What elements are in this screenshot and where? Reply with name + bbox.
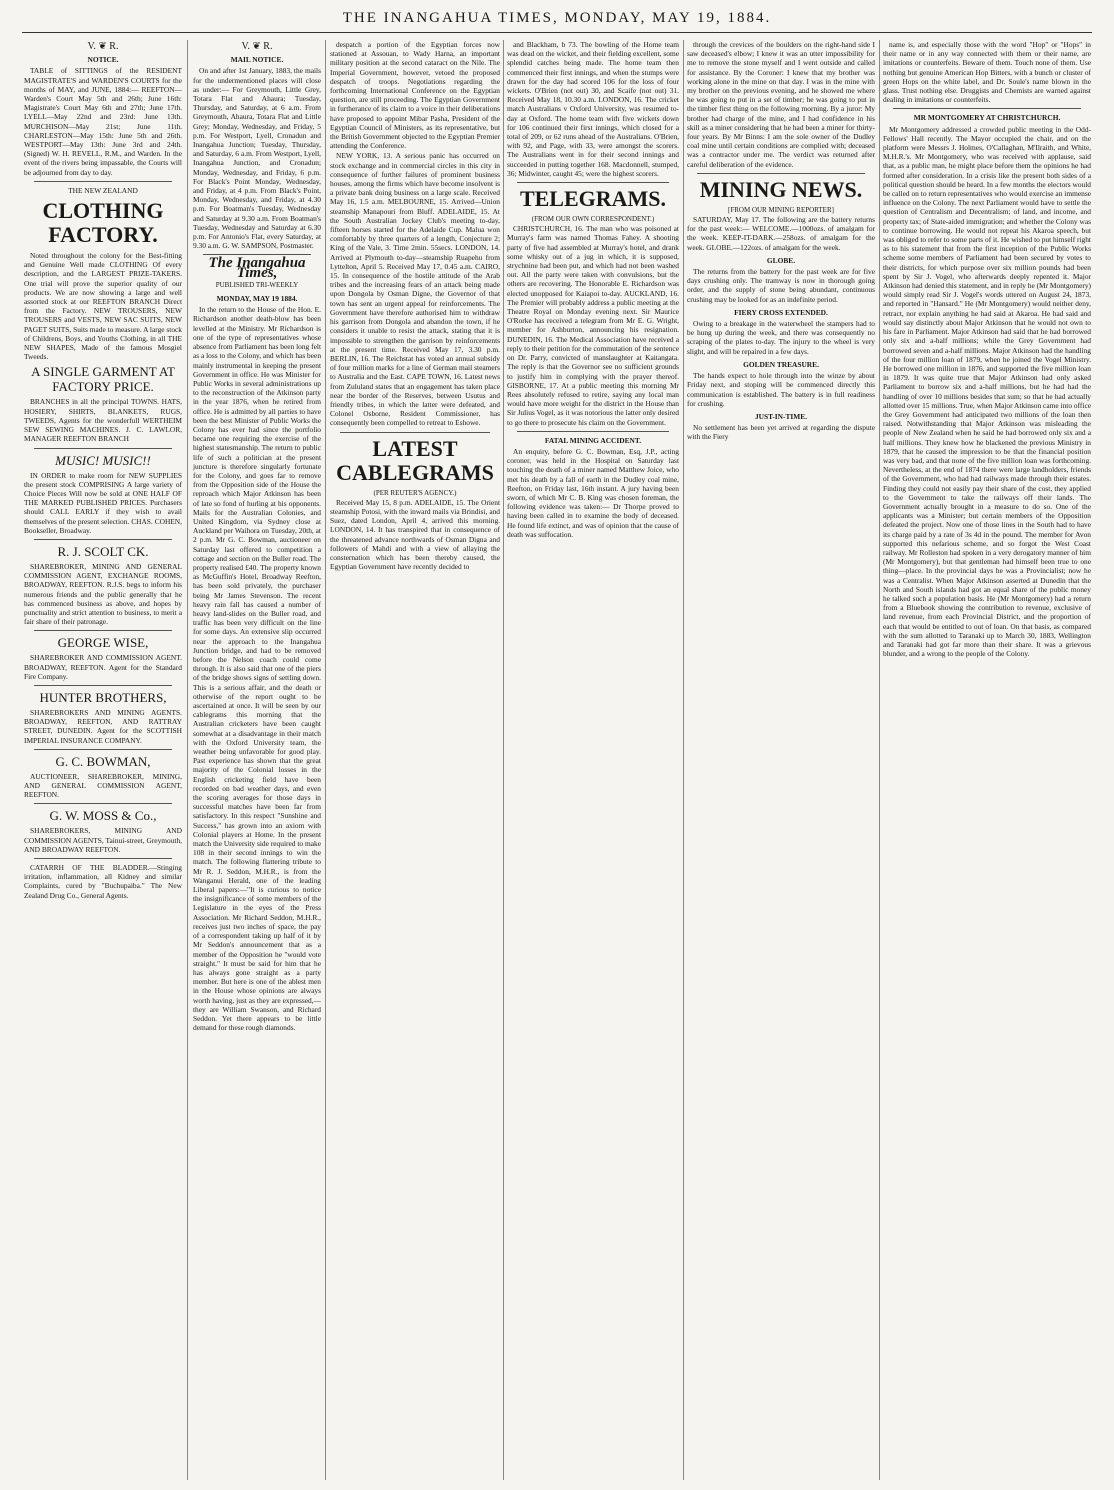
- separator: [34, 630, 172, 631]
- column-divider: [879, 40, 880, 1480]
- bowman-ad: AUCTIONEER, SHAREBROKER, MINING, AND GENERAL COMMISSION AGENT, REEFTON.: [24, 771, 182, 800]
- separator: [517, 182, 669, 183]
- column-1: [24, 40, 182, 1480]
- mail-notice: On and after 1st January, 1883, the mails for the undermentioned places will close as under:— For Greymouth, Little Grey, Totara Flat and Ahaura; Tuesday, Thursday, and Saturday, at 6 a.m. From Greymouth, Ahaura, Totara Flat and Little Grey; Monday, Wednesday, and Friday, 5 p.m. For Westport, Lyell, Cronadun and Inangahua Junction; Tuesday, Thursday, and Saturday, 6 a.m. From Westport, Lyell, Inangahua Junction, and Cronadun; Monday, Wednesday, and Friday, 6 p.m. For Black's Point Monday, Wednesday, and Friday, at 4 p.m. From Black's Point, Monday, Wednesday, and Friday, at 4.30 p.m. For Boatman's Tuesday, Wednesday and Saturday at 9.30 a.m. From Boatman's Tuesday, Wednesday and Saturday at 6.30 p.m. For Antonio's Flat, every Saturday, at 9.30 a.m. G. W. SAMPSON, Postmaster.: [193, 66, 321, 251]
- nameplate: The Inangahua Times,: [208, 255, 306, 281]
- hunter-ad: SHAREBROKERS AND MINING AGENTS. BROADWAY, REEFTON, AND RATTRAY STREET, DUNEDIN. Agent for the SCOTTISH IMPERIAL INSURANCE COMPANY.: [24, 707, 182, 745]
- golden-treasure-title: GOLDEN TREASURE.: [743, 359, 819, 369]
- column-2: [193, 40, 321, 1480]
- golden-treasure-text: The hands expect to hole through into the winze by about Friday next, and stoping will be commenced directly this communication is established. The battery is in full readiness for crushing.: [687, 371, 875, 408]
- scott-ad: SHAREBROKER, MINING AND GENERAL COMMISSION AGENT, EXCHANGE ROOMS, BROADWAY, REEFTON. R.J.S. begs to inform his numerous friends and the public generally that he has commenced business as above, and hopes by punctuality and strict attention to business, to merit a fair share of their patronage.: [24, 561, 182, 627]
- separator: [697, 173, 865, 174]
- column-divider: [683, 40, 684, 1480]
- column-divider: [503, 40, 504, 1480]
- royal-crest-icon: V. ❦ R.: [241, 41, 273, 52]
- royal-crest-icon: V. ❦ R.: [87, 41, 119, 52]
- column-divider: [325, 40, 326, 1480]
- clothing-ad: Noted throughout the colony for the Best-fitting and Genuine Well made CLOTHING Of every description, and the LARGEST PRIZE-TAKERS. One trial will prove the superior quality of our products. We are now showing a large and well assorted stock at our REEFTON BRANCH Direct from the Factory. NEW TROUSERS, NEW TROUSERS and VESTS, NEW SAC SUITS, NEW PAGET SUITS, Suits made to measure. A large stock of Childrens, Boys, and Youths Clothing, in all THE NEW SHAPES, Made of the famous Mosgiel Tweeds.: [24, 251, 182, 362]
- published-line: PUBLISHED TRI-WEEKLY: [215, 280, 299, 289]
- just-in-time-text: No settlement has been yet arrived at regarding the dispute with the Fiery: [687, 423, 875, 442]
- separator: [34, 181, 172, 182]
- moss-ad: SHAREBROKERS, MINING AND COMMISSION AGENTS, Tainui-street, Greymouth, AND BROADWAY REEFTON.: [24, 826, 182, 854]
- music-title: MUSIC! MUSIC!!: [55, 452, 151, 468]
- wise-ad: SHAREBROKER AND COMMISSION AGENT. BROADWAY, REEFTON. Agent for the Standard Fire Company.: [24, 653, 182, 681]
- scott-title: R. J. SCOLT CK.: [57, 543, 149, 559]
- single-garment: A SINGLE GARMENT AT FACTORY PRICE.: [31, 364, 175, 395]
- separator: [34, 685, 172, 686]
- wise-title: GEORGE WISE,: [57, 635, 149, 651]
- masthead-rule: [22, 32, 1092, 33]
- dateline: MONDAY, MAY 19 1884.: [216, 294, 298, 304]
- separator: [517, 431, 669, 432]
- editorial: In the return to the House of the Hon. E. Richardson another death-blow has been levelled at the Ministry. Mr Richardson is one of the type of representatives whose absence from Parliament has been long felt as a loss to the Colony, and which has been mainly instrumental in keeping the present Government in office. He was Minister for Public Works in several administrations up to the reconstruction of the Atkinson party in the year 1876, when he retired from office. He is admitted by all parties to have been the best Minister of Public Works the Colony has ever had since the portfolio became one requiring the exercise of the highest statesmanship. The return to public life of such a politician at the present juncture is therefore singularly fortunate for the Colony, and goes far to remove from the Opposition side of the House the reproach which Major Atkinson has been of late so fond of hurling at his opponents. Mails for the Australian Colonies, and United Kingdom, via Sydney close at Auckland per Waihora on Tuesday, 20th, at 2 p.m. Mr G. C. Bowman, auctioneer on Saturday last offered to competition a cottage and section on the Buller road. The property realised £40. The property known as McGuffin's Hotel, Broadway Reefton, has been sold privately, the purchaser being Mr James Stevenson. The recent heavy rain fall has caused a number of heavy land-slides on the Buller road, and traffic has been very difficult on the line for some days. An extensive slip occurred near the approach to the Inangahua Junction bridge, and had to be removed before the Nelson coach could come through. It is also said that one of the piers of the bridge shows signs of settling down. This is a serious affair, and the death or otherwise of the report ought to be ascertained at once. It will be seen by our cablegrams this morning that the Australian cricketers have been caught somewhat at a disadvantage in their match with the Oxford University team, the weather being unfavorable for good play. Past experience has shown that the great majority of the Colonial losses in the English cricketing field have been recorded on bad weather days, and even the scoring averages for those days in successful matches have been far from satisfactory. In this respect "Sunshine and Success," has grown into an axiom with Colonial players at Home. In the present match the University side required to make 108 in their second innings to win the match. The following flattering tribute to Mr R. J. Seddon, M.H.R., is from the Wanganui Herald, one of the leading Liberal papers:—"It is curious to notice the insignificance of some members of the Legislature in the eyes of the Press Association. Mr Richard Seddon, M.H.R., receives just two inches of space, the pay of a correspondent taking up half of it by Mr Seddon's announcement that as a member of the Opposition he "would vote straight." It must be said for him that he has always gone straight as a party member. But here is one of the ablest men in the House whose opinions are always worth having, just as they are expressed,—they are William Swanson, and Richard Seddon. Yet there appears to be little demand for these rough diamonds.: [193, 305, 321, 1033]
- hop-bitters-ad: name is, and especially those with the word "Hop" or "Hops" in their name or in any way connected with them or their name, are imitations or counterfeits. Beware of them. Touch none of them. Use nothing but genuine American Hop Bitters, with a bunch or cluster of green Hops on the white label, and Dr. Soule's name blown in the glass. Trust nothing else. Druggists and Chemists are warned against dealing in imitations or counterfeits.: [883, 40, 1091, 105]
- cable-news: NEW YORK, 13. A serious panic has occurred on stock exchange and in commercial circles in this city in consequence of further failures of prominent business houses, among the firms which have become insolvent is a private bank doing business on a large scale. Received May 16, 1.5 a.m. MELBOURNE, 15. Arrived—Union steamship Manapouri from Bluff. ADELAIDE, 15. At the South Australian Jockey Club's meeting to-day, fifteen horses started for the Adelaide Cup. Malua won comfortably by three quarters of a length, Conjecture 2; King of the Vale, 3. Time 2min. 55secs. LONDON, 14. Arrived at Plymouth to-day—steamship Ruapehu from Lyttelton, April 5. Received May 17, 0.45 a.m. CAIRO, 15. In consequence of the hostile attitude of the Arab tribes and the increasing fears of an attack being made upon Dongola by Osman Digne, the Governor of that town has sent an urgent appeal for reinforcements. The Government have therefore authorised him to withdraw his garrison from Dongola and abandon the town, if he considers it unable to resist the attack, stating that it is impossible to strengthen the garrison by reinforcements at the present time. Received May 17, 3.30 p.m. BERLIN, 16. The Reichstat has voted an annual subsidy of four million marks for a line of German mail steamers to Australia and the East. CAPE TOWN, 16. Latest news from Zululand states that an engagement has taken place near the border of the Reserves, between Usutus and friendly tribes, in which the latter were defeated, and Colonel Osborne, Resident Commissioner, has consequently been compelled to retreat to Eshowe.: [330, 151, 500, 428]
- notice-title: NOTICE.: [87, 55, 119, 65]
- just-in-time-title: JUST-IN-TIME.: [754, 411, 808, 421]
- fiery-cross-title: FIERY CROSS EXTENDED.: [734, 307, 828, 317]
- fatal-accident-text: An enquiry, before G. C. Bowman, Esq, J.P., acting coroner, was held in the Hospital on Saturday last touching the death of a miner named Matthew Joice, who met his death by a fall of earth in the Dudley coal mine, Reefton, on Friday last, 16th instant. A jury having been sworn, of which Mr C. B. King was chosen foreman, the following evidence was taken:— Dr Thorpe proved to having been called in to examine the body of deceased. He found life extinct, and was of opinion that the cause of death was suffocation.: [507, 446, 679, 539]
- separator: [34, 539, 172, 540]
- column-4: [507, 40, 679, 1480]
- moss-title: G. W. MOSS & Co.,: [49, 808, 157, 824]
- cablegrams-sub: (PER REUTER'S AGENCY.): [373, 488, 457, 497]
- fiery-cross-text: Owing to a breakage in the waterwheel the stampers had to be hung up during the week, and there was consequently no scraping of the plates to-day. The injury to the wheel is very slight, and will be repaired in a few days.: [687, 319, 875, 356]
- cricket-news: and Blackham, b 73. The bowling of the Home team was dead on the wicket, and their fielding excellent, some splendid catches being made. The home team then commenced their first innings, and when the stumps were drawn for the day had scored 106 for the loss of four wickets. O'Brien (not out) 30, and Scaife (not out) 31. Received May 18, 10.30 a.m. LONDON, 16. The cricket match Australians v Oxford University, was resumed to-day at Oxford. The home team with five wickets down for 106 continued their first innings, which closed for a total of 209, or 62 runs ahead of the Australians. O'Brien, with 92, and Page, with 33, were amongst the scorers. The Australians went in for their second innings and succeeded in putting together 168. Macdonnell, stumped, 36; Midwinter, caught 45; were the highest scorers.: [507, 40, 679, 178]
- separator: [893, 108, 1081, 109]
- column-6: [883, 40, 1091, 1480]
- column-3: [330, 40, 500, 1480]
- separator: [34, 858, 172, 859]
- mining-news-title: MINING NEWS.: [699, 176, 863, 202]
- mining-news-text: SATURDAY, May 17. The following are the battery returns for the past week:— WELCOME.—1000ozs. of amalgam for the week. KEEP-IT-DARK.—258ozs. of amalgam for the week. GLOBE.—122ozs. of amalgam for the week.: [687, 215, 875, 252]
- fatal-accident-title: FATAL MINING ACCIDENT.: [544, 435, 642, 445]
- separator: [34, 448, 172, 449]
- cablegrams-title: LATEST CABLEGRAMS: [336, 435, 494, 485]
- mail-notice-title: MAIL NOTICE.: [230, 55, 284, 65]
- globe-text: The returns from the battery for the past week are for five days crushing only. The tramway is now in thorough going order, and the supply of stone being abundant, continuous crushing may be looked for as an indefinite period.: [687, 267, 875, 304]
- telegrams-title: TELEGRAMS.: [519, 186, 667, 212]
- globe-title: GLOBE.: [766, 255, 796, 265]
- separator: [34, 803, 172, 804]
- masthead: THE INANGAHUA TIMES, MONDAY, MAY 19, 1884.: [342, 10, 772, 26]
- branches-ad: BRANCHES in all the principal TOWNS. HATS, HOSIERY, SHIRTS, BLANKETS, RUGS, TWEEDS, Agents for the wonderfull WERTHEIM SEW SEWING MACHINES. J. C. LAWLOR, MANAGER REEFTON BRANCH: [24, 397, 182, 444]
- clothing-title: CLOTHING FACTORY.: [42, 198, 164, 248]
- clothing-head: THE NEW ZEALAND: [68, 185, 138, 195]
- hunter-title: HUNTER BROTHERS,: [39, 689, 167, 705]
- column-divider: [187, 40, 188, 1480]
- inquest-text: through the crevices of the boulders on the right-hand side I saw deceased's elbow; I knew it was an utter impossibility for me to remove the stone myself and I went outside and called for assistance. By the Coroner: I knew that my brother was working alone in the mine on that day. I was in the mine with my brother on the previous evening, and he showed me where he was going to put in a set of timber; he was going to put in the timber first thing on the following morning. By a juror: My brother had charge of the mine, and I had confidence in his skill as a miner considering that he had been a miner for thirty-four years. By Mr Binns: I am the sole owner of the Dudley coal mine until certain conditions are complied with; deceased was a contractor under me. The verdict was returned after careful deliberation of the evidence.: [687, 40, 875, 169]
- telegrams-text: CHRISTCHURCH, 16. The man who was poisoned at Murray's farm was named Thomas Fahey. A shooting party of five had assembled at Murray's hotel, and drank some whisky out of a jug in which, it is supposed, strychnine had been put, and which had not been washed out. All the party were taken with convulsions, but the others are recovering. The Honorable E. Richardson was elected unopposed for Kaiapoi to-day. AUCKLAND, 16. The Premier will probably address a public meeting at the Theatre Royal on Monday evening next. Sir Maurice O'Rorke has received a telegram from Mr E. G. Wright, member for Ashburton, announcing his resignation. DUNEDIN, 16. The Medical Association have received a reply to their petition for the commutation of the sentence on Dr. Parry, convicted of manslaughter at Kaitangata. The reply is that the Governor see no sufficient grounds to justify him in complying with the prayer thereof. GISBORNE, 17. At a public meeting this morning Mr Rees absolutely refused to retire, saying any local man would have more weight for the district in the House than Sir Julius Vogel, as it was notorious the latter only desired to go there to prosecute his claim on the Government.: [507, 224, 679, 427]
- montgomery-title: MR MONTGOMERY AT CHRISTCHURCH.: [913, 113, 1061, 123]
- music-ad: IN ORDER to make room for NEW SUPPLIES the present stock COMPRISING A large variety of Choice Pieces Will now be sold at ONE HALF OF THE MARKED PUBLISHED PRICES. Purchasers should CALL EARLY if they wish to avail themselves of the present selection. CHAS. COHEN, Bookseller, Broadway.: [24, 470, 182, 535]
- mining-news-sub: [FROM OUR MINING REPORTER]: [728, 205, 834, 214]
- bowman-title: G. C. BOWMAN,: [55, 753, 151, 769]
- sittings-notice: TABLE of SITTINGS of the RESIDENT MAGISTRATE'S and WARDEN'S COURTS for the months of MAY, and JUNE, 1884:— REEFTON—Warden's Court May 5th and 26th; June 16th: Magistrate's Court May 6th and 27th; June 17th. LYELL—May 22nd and 23rd: June 13th. MURCHISON—May 21st; June 11th. CHARLESTON—May 15th: June 5th and 26th. WESTPORT—May 13th: June 3rd and 24th. (Signed) W. H. REVELL, R.M., and Warden. In the event of the rivers being impassable, the Courts will be adjourned from day to day.: [24, 66, 182, 177]
- separator: [34, 749, 172, 750]
- cablegrams-text: Received May 15, 8 p.m. ADELAIDE, 15. The Orient steamship Potosi, with the inward mails via Brindisi, and Suez, dated London, April 4, arrived this morning. LONDON, 14. It has transpired that in consequence of the threatened advance northwards of Osman Digna and followers of Mahdi and with a view of allaying the consternation which has been thereby caused, the Egyptian Government have recently decided to: [330, 497, 500, 572]
- montgomery-text: Mr Montgomery addressed a crowded public meeting in the Odd-Fellows' Hall recently. The Mayor occupied the chair, and on the platform were Messrs J. Holmes, O'Callaghan, M'Ilraith, and White, M.H.R.'s. Mr Montgomery, who was received with applause, said that, as a public man, he might place before them the opinions he had formed after consideration. In a crisis like the present both sides of a political question should be heard. In a few months the electors would be called on to return representatives who would exercise an immense influence on the Colony. The next Parliament would have to settle the question of Centralism and Decentralism; of land, and income, and property tax; of State-aided immigration; and whether the Colony was to continue borrowing. He would not repeat his Akaroa speech, but was obliged to refer to some parts of it. He wished to put himself right as to his statement that from the first inception of the Public Works scheme some members of Parliament had been secured by votes to their districts, for which purpose over six million pounds had been spent by Sir J. Vogel, who afterwards deeply repented it. Major Atkinson had denied this statement, and in reply he (Mr Montgomery) would simply read Sir J. Vogel's words uttered on August 24, 1873, and reported in "Hansard." He (Mr Montgomery) would neither deny, retract, nor explain anything he had said at Akaroa. He had said and would say distinctly about Major Atkinson that he would not own to his fare in Parliament. Major Atkinson had said that he had borrowed only six and a-half millions; while the Grey Government had borrowed seven and a-half millions. Major Atkinson had the handling of the four million loan of 1879, when he joined the Vogel Ministry. He borrowed one million in 1876, and supported the five million loan in 1879. It was quite true that Major Atkinson had only asked Parliament to borrow six and a-half millions, but he had had the handling of over 10 millions besides that sum; so that he had actually allotted over 15 millions. True, when Major Atkinson came into office the Grey Government had anticipated two millions of the loan then raised. Notwithstanding that Major Atkinson was misleading the people of New Zealand when he said he had borrowed only six and a half millions. They knew how he blackened the previous Ministry in 1879, that he caused the impression to be that the financial position was very bad, and that none of the five million loan was forthcoming. Nevertheless, at the end of 1874 there were large landholders, friends of the Government, who had had railways made through their estates. Finding they could not easily pay their share of the cost, they applied to the Government to take the railways off their lands. The Government actually brought in a measure to do so. One of the applicants was a Minister; but certain members of the Opposition defeated the project. Now one of those lines in the South had to have its charge paid by a rate of 3s 4d in the pound. The member for Avon supported this nefarious scheme, and so forgot the West Coast railway. Mr Rolleston had spoken in a very derogatory manner of him (Mr Montgomery), but that gentleman had himself been true to one thing—place. In the provincial days he was a Provincialist; now he was a Centralist. When Major Atkinson asserted at Dunedin that the North and South islands had got an equal share of the public money he talked such a population basis. He (Mr Montgomery) had a return from a Bluebook showing the contribution to revenue, exclusive of land revenue, from each Provincial District, and the proportion of each that would be entitled to out of loan. On that basis, as compared with the sum allotted to Taranaki up to March 30, 1883, Wellington and Taranaki had got far more than their share. It was a grievous blunder, and a wrong to the people of the Colony.: [883, 124, 1091, 659]
- column-5: [687, 40, 875, 1480]
- telegrams-sub: (FROM OUR OWN CORRESPONDENT.): [531, 215, 655, 224]
- catarrh-ad: CATARRH OF THE BLADDER.—Stinging irritation, inflammation, all Kidney and similar Complaints, cured by "Buchupaiba." The New Zealand Drug Co., General Agents.: [24, 862, 182, 900]
- egypt-news: despatch a portion of the Egyptian forces now stationed at Assouan, to Wady Harna, an important military position at the second cataract on the Nile. The Imperial Government, however, vetoed the proposed despatch of troops. Negotiations regarding the forthcoming International Conference on the Egyptian question, are still proceeding. The Egyptian Government in furtherance of its claim to a voice in their deliberations have proposed to appoint Mibar Pasha, President of the Egyptian Council of Ministers, as its representative, but the British Government objected to the Egyptian Premier attending the Conference.: [330, 40, 500, 151]
- separator: [340, 432, 490, 433]
